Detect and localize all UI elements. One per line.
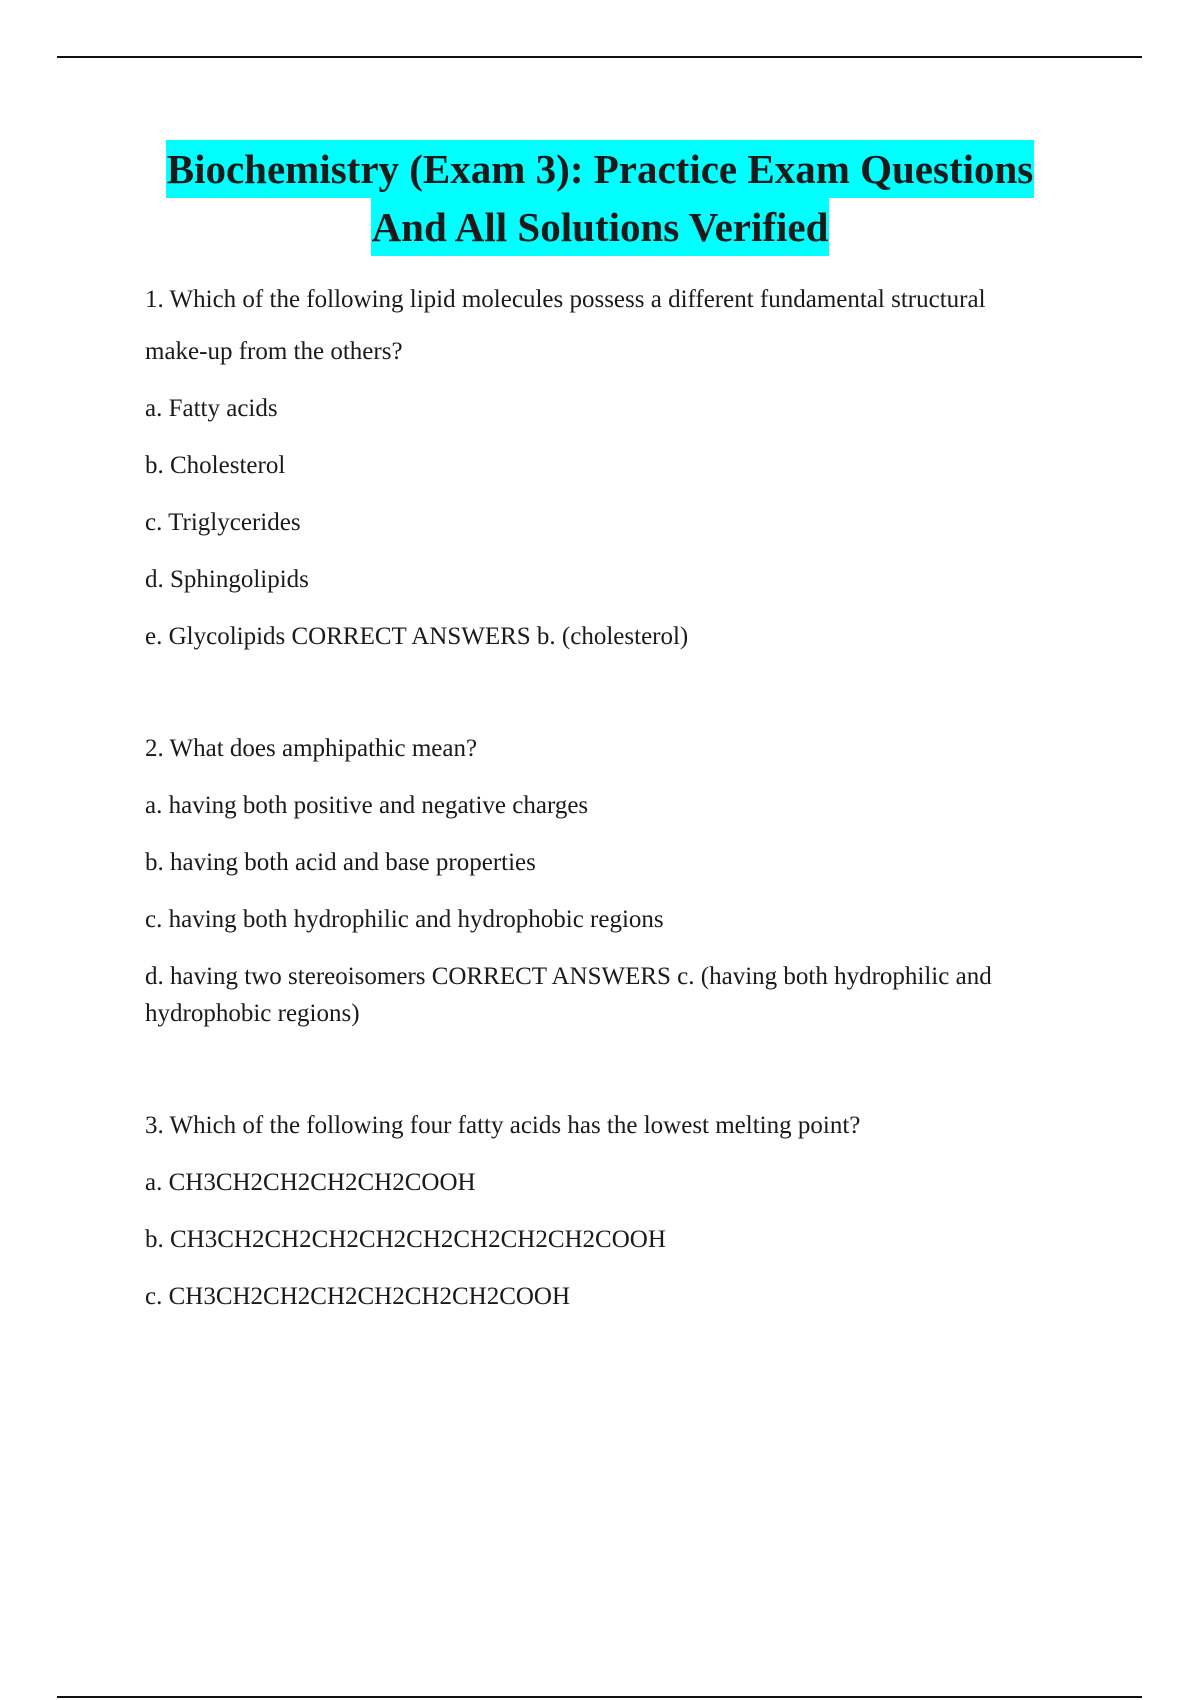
bottom-rule [57,1696,1142,1698]
answer-option: b. having both acid and base properties [145,849,536,876]
question-prompt: 2. What does amphipathic mean? [145,735,478,762]
answer-option: a. CH3CH2CH2CH2CH2COOH [145,1169,476,1196]
question-prompt: 1. Which of the following lipid molecules possess a different fundamental structural [145,286,986,313]
question-2 [145,730,1085,1032]
top-rule [57,56,1142,58]
answer-option: d. Sphingolipids [145,566,309,593]
document-title [0,140,1200,256]
answer-option: c. Triglycerides [145,509,301,536]
question-list [145,281,1085,1335]
answer-option-with-solution: d. having two stereoisomers CORRECT ANSWERS c. (having both hydrophilic and hydrophobic regions) [145,963,992,1027]
answer-option: b. CH3CH2CH2CH2CH2CH2CH2CH2CH2COOH [145,1226,666,1253]
answer-option: a. having both positive and negative charges [145,792,589,819]
title-line-2: And All Solutions Verified [371,198,830,256]
question-prompt-continued: make-up from the others? [145,338,403,365]
question-1 [145,281,1085,655]
answer-option-with-solution: e. Glycolipids CORRECT ANSWERS b. (cholesterol) [145,623,689,650]
answer-option: c. CH3CH2CH2CH2CH2CH2CH2COOH [145,1283,571,1310]
answer-option: b. Cholesterol [145,452,286,479]
answer-option: c. having both hydrophilic and hydrophobic regions [145,906,664,933]
question-3 [145,1107,1085,1315]
answer-option: a. Fatty acids [145,395,278,422]
title-line-1: Biochemistry (Exam 3): Practice Exam Questions [166,140,1035,198]
question-prompt: 3. Which of the following four fatty acids has the lowest melting point? [145,1112,861,1139]
